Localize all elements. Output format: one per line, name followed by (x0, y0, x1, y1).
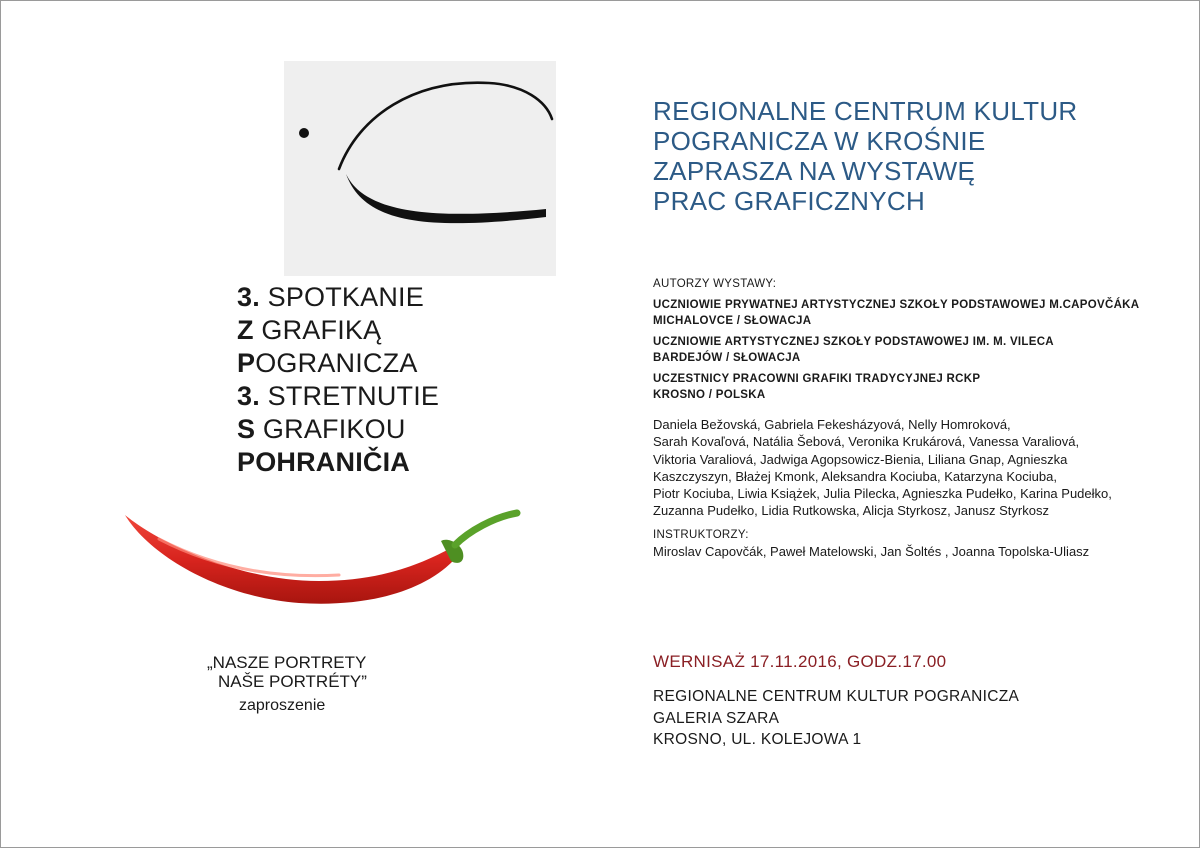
chili-body (125, 515, 453, 604)
title-line-5: S GRAFIKOU (237, 414, 406, 444)
exhibition-title-line-2: NAŠE PORTRÉTY” (218, 672, 367, 691)
venue-line-3: KROSNO, UL. KOLEJOWA 1 (653, 731, 862, 748)
cover-title (237, 281, 439, 479)
instructors-label: INSTRUKTORZY: (653, 528, 749, 541)
title-line-3: POGRANICZA (237, 348, 418, 378)
heading-line-3: ZAPRASZA NA WYSTAWĘ (653, 156, 976, 186)
school-location: MICHALOVCE / SŁOWACJA (653, 315, 812, 327)
title-line-2: Z GRAFIKĄ (237, 315, 382, 345)
author-names-line: Piotr Kociuba, Liwia Książek, Julia Pilecka, Agnieszka Pudełko, Karina Pudełko, (653, 486, 1112, 502)
author-names-line: Sarah Kovaľová, Natália Šebová, Veronika Krukárová, Vanessa Varaliová, (653, 434, 1080, 450)
chili-stem (455, 513, 517, 545)
author-names-line: Kaszczyszyn, Błażej Kmonk, Aleksandra Kociuba, Katarzyna Kociuba, (653, 468, 1057, 484)
bird-print-illustration (284, 61, 556, 276)
heading-line-4: PRAC GRAFICZNYCH (653, 186, 926, 216)
print-artwork (284, 61, 556, 276)
heading-line-2: POGRANICZA W KROŚNIE (653, 126, 986, 156)
instructors-names: Miroslav Capovčák, Paweł Matelowski, Jan Šoltés , Joanna Topolska-Uliasz (653, 543, 1090, 559)
vernissage-date: WERNISAŻ 17.11.2016, GODZ.17.00 (653, 652, 947, 671)
author-names-line: Daniela Bežovská, Gabriela Fekesházyová, Nelly Homroková, (653, 417, 1011, 432)
school-location: KROSNO / POLSKA (653, 389, 766, 401)
title-line-4: 3. STRETNUTIE (237, 381, 440, 411)
authors-section (653, 277, 1173, 560)
author-names (653, 416, 1153, 520)
venue-line-2: GALERIA SZARA (653, 709, 780, 727)
exhibition-title-line-1: „NASZE PORTRETY (207, 653, 367, 672)
invitation-heading (653, 96, 1078, 216)
author-names-line: Viktoria Varaliová, Jadwiga Agopsowicz-Bienia, Liliana Gnap, Agnieszka (653, 451, 1068, 467)
chili-pepper-image (119, 503, 529, 613)
school-entry (653, 371, 1173, 403)
school-entry (653, 297, 1173, 329)
title-line-1: 3. SPOTKANIE (237, 282, 424, 312)
school-entry (653, 334, 1173, 366)
authors-label: AUTORZY WYSTAWY: (653, 278, 777, 290)
exhibition-title (207, 653, 367, 691)
arc-line (339, 83, 552, 169)
school-name: UCZNIOWIE ARTYSTYCZNEJ SZKOŁY PODSTAWOWEJ IM. M. VILECA (653, 336, 1054, 348)
venue-line-1: REGIONALNE CENTRUM KULTUR POGRANICZA (653, 688, 1020, 705)
dot-shape (299, 128, 309, 138)
heading-line-1: REGIONALNE CENTRUM KULTUR (653, 96, 1078, 126)
school-location: BARDEJÓW / SŁOWACJA (653, 352, 801, 364)
title-line-6: POHRANIČIA (237, 447, 411, 477)
invitation-label: zaproszenie (239, 697, 326, 714)
school-name: UCZESTNICY PRACOWNI GRAFIKI TRADYCYJNEJ RCKP (653, 373, 981, 385)
author-names-line: Zuzanna Pudełko, Lidia Rutkowska, Alicja Styrkosz, Janusz Styrkosz (653, 503, 1049, 519)
crescent-shape (346, 174, 546, 223)
school-name: UCZNIOWIE PRYWATNEJ ARTYSTYCZNEJ SZKOŁY PODSTAWOWEJ M.CAPOVČÁKA (653, 299, 1140, 311)
venue-address (653, 686, 1019, 751)
